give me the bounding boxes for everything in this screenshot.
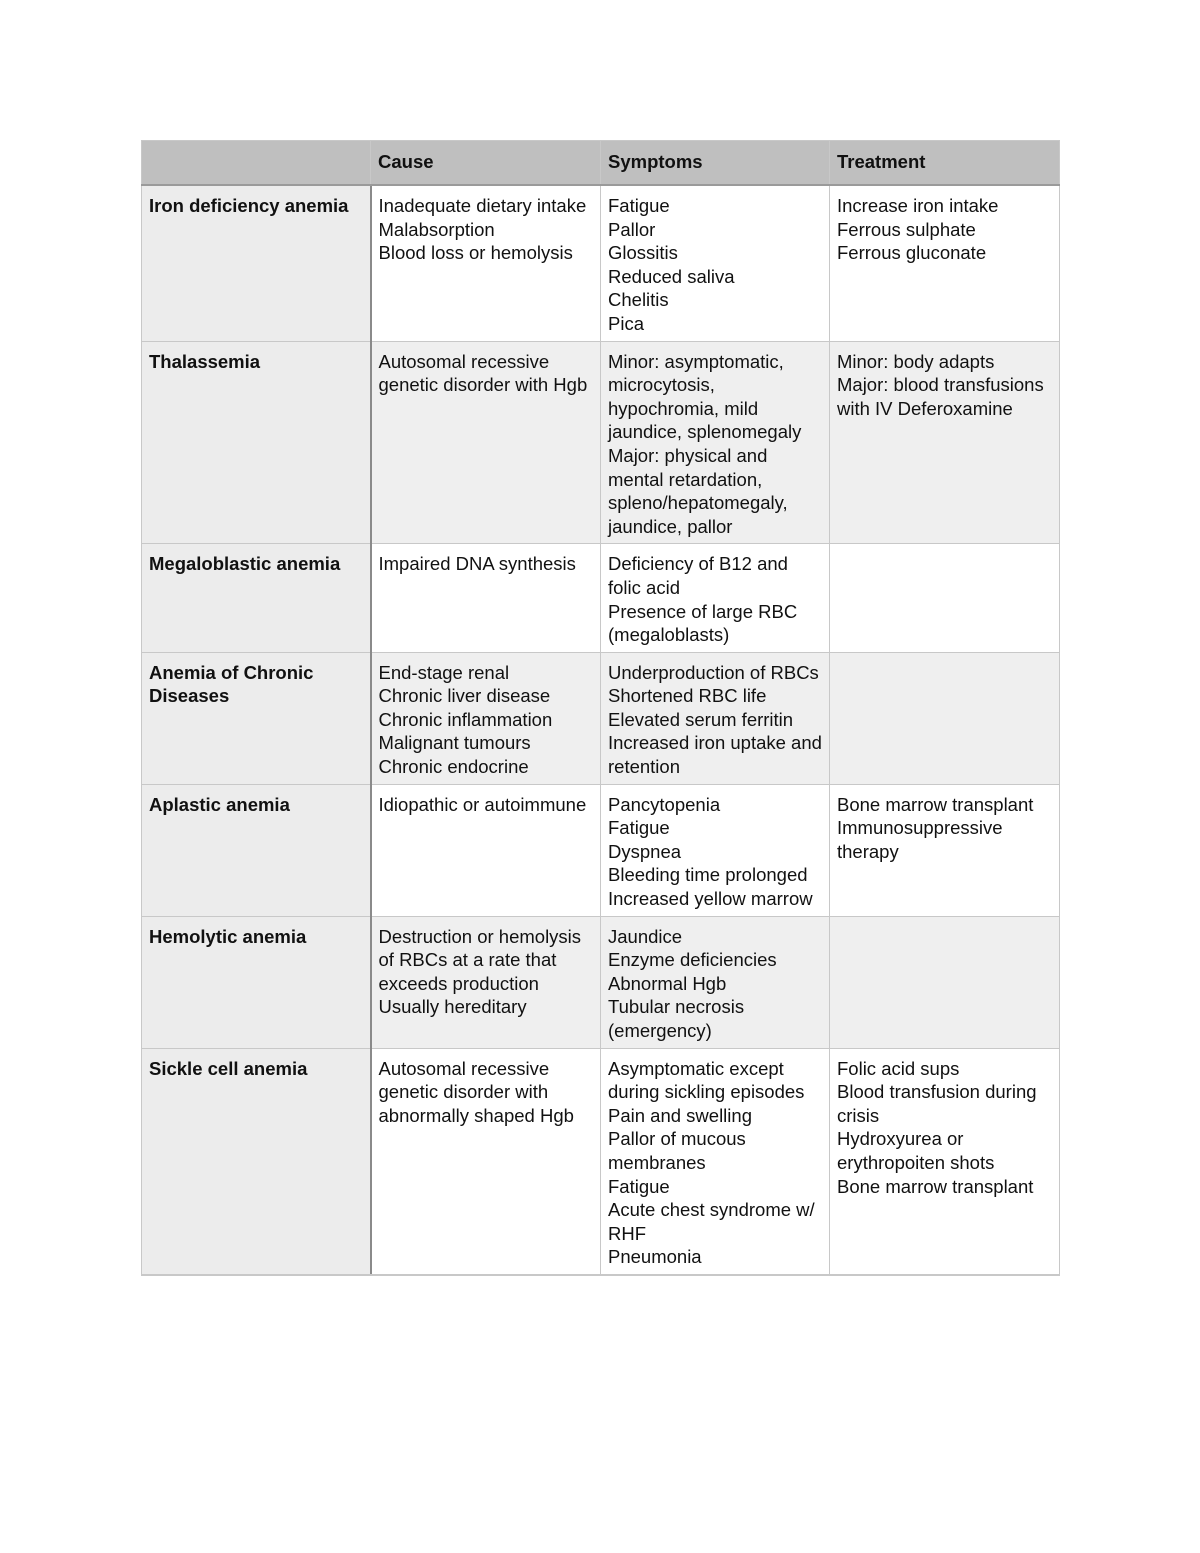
symptoms-line: Fatigue	[608, 1175, 670, 1197]
cause-line: Inadequate dietary intake	[378, 195, 587, 216]
header-row	[142, 141, 1060, 186]
row-heading: Aplastic anemia	[142, 784, 371, 916]
treatment-line: Bone marrow transplant	[837, 1175, 1034, 1197]
treatment-line: Immunosuppressive therapy	[837, 817, 1003, 862]
symptoms-line: Deficiency of B12 and folic acid	[608, 553, 788, 598]
symptoms-line: Jaundice	[608, 925, 683, 947]
symptoms-cell	[601, 185, 830, 341]
header-cause: Cause	[371, 141, 601, 186]
symptoms-line: Pancytopenia	[608, 793, 721, 815]
cause-cell	[371, 544, 601, 652]
row-heading: Thalassemia	[142, 341, 371, 544]
table-row	[142, 185, 1060, 341]
symptoms-cell	[601, 916, 830, 1048]
symptoms-cell	[601, 784, 830, 916]
treatment-cell	[830, 916, 1060, 1048]
treatment-line: Major: blood transfusions with IV Deferoxamine	[837, 374, 1044, 419]
symptoms-line: Pallor of mucous membranes	[608, 1128, 746, 1173]
treatment-line: Ferrous sulphate	[837, 218, 976, 240]
cause-line: Destruction or hemolysis of RBCs at a rate that exceeds production	[378, 925, 582, 994]
symptoms-line: Abnormal Hgb	[608, 972, 727, 994]
cause-line: Blood loss or hemolysis	[378, 242, 573, 264]
symptoms-line: Reduced saliva	[608, 265, 735, 287]
cause-line: Malignant tumours	[378, 732, 531, 754]
symptoms-line: Bleeding time prolonged	[608, 864, 808, 886]
symptoms-line: Enzyme deficiencies	[608, 949, 777, 971]
symptoms-line: Fatigue	[608, 195, 670, 216]
treatment-line: Blood transfusion during crisis	[837, 1081, 1037, 1126]
treatment-line: Ferrous gluconate	[837, 242, 987, 264]
header-blank	[142, 141, 371, 186]
symptoms-cell	[601, 544, 830, 652]
treatment-cell	[830, 652, 1060, 784]
row-heading: Hemolytic anemia	[142, 916, 371, 1048]
treatment-cell	[830, 185, 1060, 341]
header-treatment: Treatment	[830, 141, 1060, 186]
row-heading: Iron deficiency anemia	[142, 185, 371, 341]
table-header	[142, 141, 1060, 186]
cause-cell	[371, 185, 601, 341]
table-row	[142, 544, 1060, 652]
treatment-line: Minor: body adapts	[837, 350, 995, 372]
symptoms-line: Asymptomatic except during sickling episodes	[608, 1057, 805, 1103]
cause-cell	[371, 341, 601, 544]
symptoms-line: Elevated serum ferritin	[608, 708, 794, 730]
table-row	[142, 916, 1060, 1048]
cause-cell	[371, 1048, 601, 1275]
symptoms-line: Shortened RBC life	[608, 685, 767, 707]
cause-cell	[371, 784, 601, 916]
symptoms-cell	[601, 341, 830, 544]
row-heading: Megaloblastic anemia	[142, 544, 371, 652]
table-row	[142, 652, 1060, 784]
cause-line: Chronic endocrine	[378, 756, 529, 778]
treatment-line: Increase iron intake	[837, 195, 999, 216]
cause-line: Autosomal recessive genetic disorder with Hgb	[378, 350, 588, 396]
symptoms-line: Acute chest syndrome w/ RHF	[608, 1199, 815, 1244]
symptoms-line: Glossitis	[608, 242, 678, 264]
symptoms-cell	[601, 1048, 830, 1275]
symptoms-line: Major: physical and mental retardation, spleno/hepatomegaly, jaundice, pallor	[608, 444, 788, 537]
symptoms-line: Fatigue	[608, 817, 670, 839]
symptoms-line: Increased iron uptake and retention	[608, 732, 822, 778]
cause-line: Autosomal recessive genetic disorder with abnormally shaped Hgb	[378, 1057, 574, 1126]
row-heading: Anemia of Chronic Diseases	[142, 652, 371, 784]
symptoms-line: Presence of large RBC (megaloblasts)	[608, 600, 798, 646]
treatment-cell	[830, 1048, 1060, 1275]
treatment-line: Folic acid sups	[837, 1057, 960, 1079]
treatment-line: Bone marrow transplant	[837, 793, 1034, 815]
symptoms-line: Pallor	[608, 218, 656, 240]
symptoms-cell	[601, 652, 830, 784]
anemia-table	[141, 140, 1060, 1276]
symptoms-line: Pica	[608, 312, 644, 334]
cause-cell	[371, 916, 601, 1048]
cause-cell	[371, 652, 601, 784]
cause-line: Chronic liver disease	[378, 685, 551, 707]
symptoms-line: Pain and swelling	[608, 1104, 752, 1126]
cause-line: Impaired DNA synthesis	[378, 553, 576, 575]
table-row	[142, 784, 1060, 916]
table-row	[142, 341, 1060, 544]
symptoms-line: Tubular necrosis (emergency)	[608, 996, 745, 1041]
cause-line: Malabsorption	[378, 218, 495, 240]
treatment-line: Hydroxyurea or erythropoiten shots	[837, 1128, 995, 1173]
symptoms-line: Pneumonia	[608, 1246, 702, 1268]
row-heading: Sickle cell anemia	[142, 1048, 371, 1275]
treatment-cell	[830, 784, 1060, 916]
cause-line: End-stage renal	[378, 661, 510, 683]
symptoms-line: Minor: asymptomatic, microcytosis, hypochromia, mild jaundice, splenomegaly	[608, 350, 802, 443]
cause-line: Usually hereditary	[378, 996, 527, 1018]
cause-line: Idiopathic or autoimmune	[378, 793, 587, 815]
table-row	[142, 1048, 1060, 1275]
treatment-cell	[830, 341, 1060, 544]
symptoms-line: Dyspnea	[608, 840, 682, 862]
cause-line: Chronic inflammation	[378, 708, 553, 730]
symptoms-line: Increased yellow marrow	[608, 888, 813, 910]
symptoms-line: Underproduction of RBCs	[608, 661, 819, 683]
header-symptoms: Symptoms	[601, 141, 830, 186]
table-body	[142, 185, 1060, 1275]
symptoms-line: Chelitis	[608, 289, 669, 311]
treatment-cell	[830, 544, 1060, 652]
